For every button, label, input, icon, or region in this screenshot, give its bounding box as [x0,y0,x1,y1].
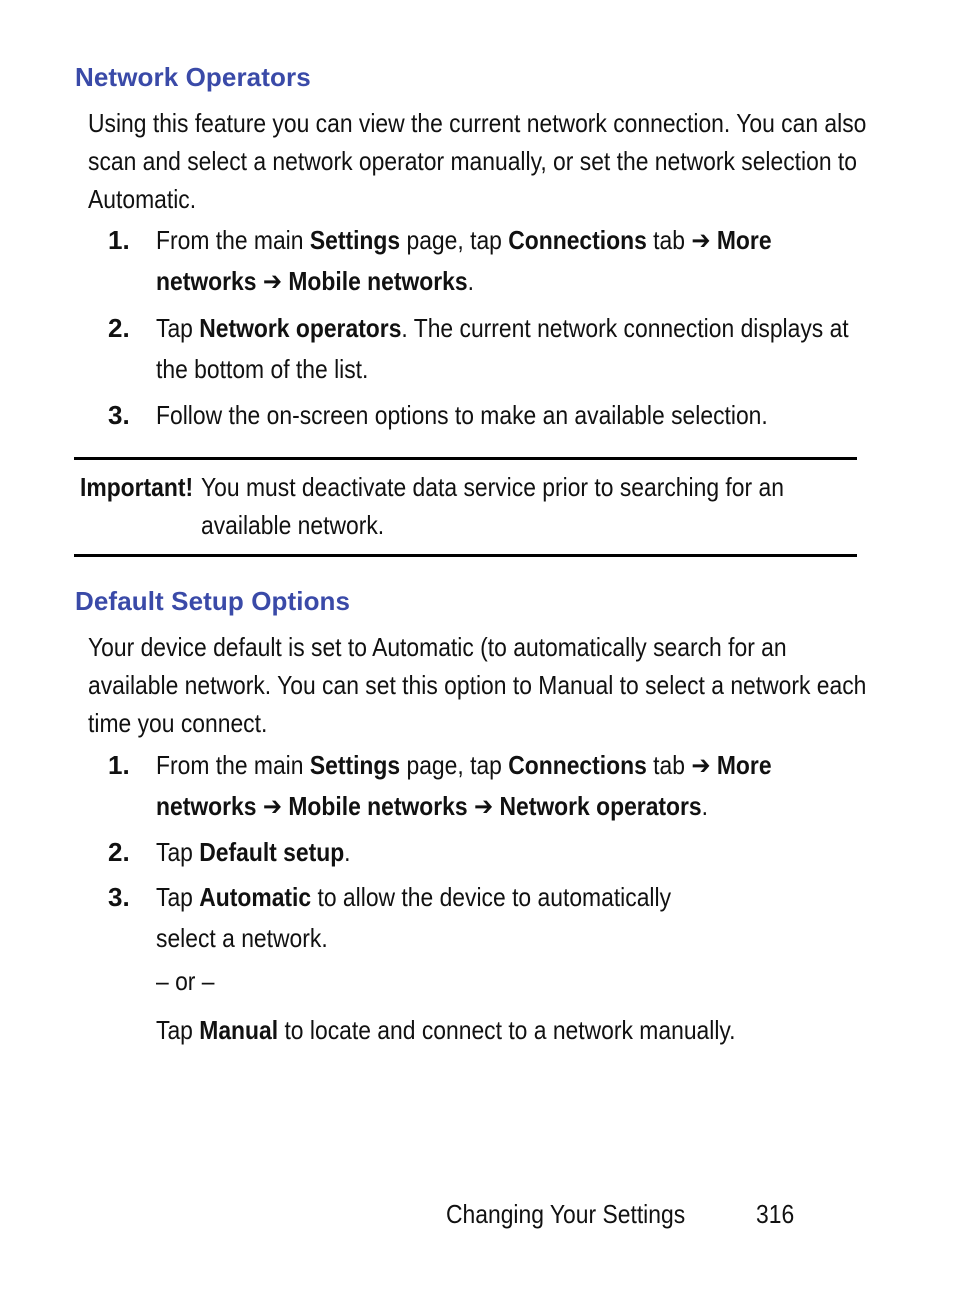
step-text: Follow the on-screen options to make an available selection. [156,400,768,430]
step-number: 3. [108,400,130,430]
section-intro-default-setup-options: Your device default is set to Automatic (to automatically search for an available network. You can set this option to Manual to select a network each time you connect. [88,632,867,738]
step-text: Tap Network operators. The current network connection displays at the bottom of the list. [156,313,849,384]
step-text: From the main Settings page, tap Connections tab ➔ More networks ➔ Mobile networks. [156,225,772,296]
step-text: Tap Manual to locate and connect to a network manually. [156,1015,736,1045]
step-number: 1. [108,750,130,780]
section-heading-network-operators: Network Operators [75,62,311,92]
section-intro-network-operators: Using this feature you can view the current network connection. You can also scan and select a network operator manually, or set the network selection to Automatic. [88,108,867,214]
footer-section-title: Changing Your Settings [446,1199,686,1229]
step-number: 1. [108,225,130,255]
section-heading-default-setup-options: Default Setup Options [75,586,351,616]
important-text: You must deactivate data service prior to searching for an available network. [201,472,784,540]
footer-page-number: 316 [756,1199,795,1229]
step-text: From the main Settings page, tap Connections tab ➔ More networks ➔ Mobile networks ➔ Network operators. [156,750,772,821]
step-number: 2. [108,837,130,867]
step-text: Tap Default setup. [156,837,351,867]
note-bottom-rule [74,554,857,557]
step-text: Tap Automatic to allow the device to automatically select a network. [156,882,672,953]
step-number: 3. [108,882,130,912]
step-number: 2. [108,313,130,343]
note-top-rule [74,457,857,460]
manual-page: Network Operators Using this feature you can view the current network connection. You can also scan and select a network operator manually, or set the network selection to Automatic. 1. From the main Settings page, tap Connections tab ➔ More networks ➔ Mobile networks. 2. Tap Network operators. The current network connection displays at the bottom of the list. 3. Follow the on-screen options to make an available selection. Important! You must deactivate data service prior to searching for an available network. Default Setup Options Your device default is set to Automatic (to automatically search for an available network. You can set this option to Manual to select a network each time you connect. 1. From the main Settings page, tap Connections tab ➔ More networks ➔ Mobile networks ➔ Network operators. 2. Tap Default setup. 3. Tap Automatic to allow the device to automatically select a network. – or – Tap Manual to locate and connect to a network manually. Changing Your Settings 316 [0,0,954,1295]
important-label: Important! [80,472,194,502]
